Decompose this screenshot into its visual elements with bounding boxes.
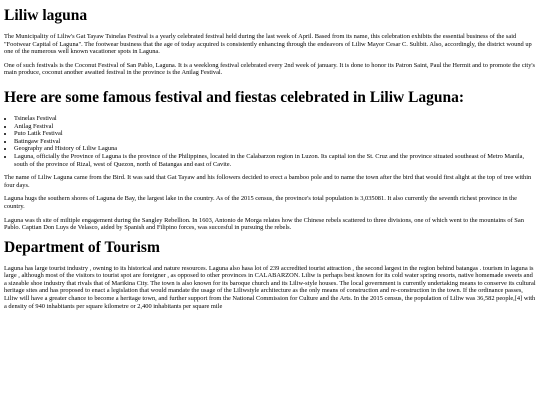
history-paragraph: Laguna hugs the southern shores of Laguna de Bay, the largest lake in the country. As of the 2015 census, the province's total population is 3,035081. It also currently the seventh richest province in the country. bbox=[4, 195, 517, 210]
list-item: • Tsinelas Festival bbox=[14, 115, 536, 123]
tourism-paragraph: Laguna has large tourist industry , owning to its historical and nature resources. Laguna also hasa lot of 239 accredited tourist attraction , the second largest in the region behind batangas . tourism in laguna is large , although most of the visitors to tourist spot are foreigner , as opposed to other provinces in CALABARZON. Liliw is perhaps best known for its cold water spring resorts, native homemade sweets and a sizeable shoe industry that rivals that of Marikina City. The town is also known for its baroque church and its Liliw-style houses. The local government is currently undertaking means to conserve its cultural heritage sites and has proposed to enact a legislation that would mandate the usage of the Liliwstyle architecture as the only means of construction and re-construction in the town. If the ordinance passes, Liliw will have a greater chance to become a heritage town, and further support from the National Commission for Culture and the Arts. In the 2015 census, the population of Liliw was 36,582 people,[4] with a density of 940 inhabitants per square kilometre or 2,400 inhabitants per square mile bbox=[4, 264, 536, 310]
festivals-heading: Here are some famous festival and fiestas celebrated in Liliw Laguna: bbox=[4, 88, 465, 106]
page-title: Liliw laguna bbox=[4, 7, 88, 24]
list-item: • Batingaw Festival bbox=[14, 138, 536, 146]
festival-list bbox=[4, 115, 536, 168]
tourism-heading: Department of Tourism bbox=[4, 238, 160, 256]
history-paragraph: Laguna was th site of miltiple engagement during the Sangley Rebellion. In 1603, Antonio de Morga relates how the Chinese rebels scattered to three divisions, one of which went to the mountains of San Pablo. Captian Don Luys de Velasco, aided by Spanish and Filipino forces, was succesful in pursuing the rebels. bbox=[4, 216, 524, 232]
list-item: • Geography and History of Liliw Laguna bbox=[14, 145, 536, 153]
intro-paragraph: The Municipality of Liliw's Gat Tayaw Tsinelas Festival is a yearly celebrated festival held during the last week of April. Based from its name, this celebration exhibits the essential business of the said "Footwear Capital of Laguna". The footwear business that the age of today acquired is consistently enhancing through the endeavors of Liliw Mayor Cesar C. Sulibit. Also, accordingly, the district wound up one of the numerous well known vacationer spots in Laguna. bbox=[4, 33, 532, 56]
intro-paragraph: One of such festivals is the Coconut Festival of San Pablo, Laguna. It is a weeklong festival celebrated every 2nd week of january. It is done to honor its Patron Saint, Paul the Hermit and to promote the city's main produce, coconut another awaited festival in the province is the Anilag Festival. bbox=[4, 61, 536, 77]
list-item: • Laguna, officially the Province of Laguna is the province of the Philippines, located in the Calabarzon region in Luzon. Its capital ion the St. Cruz and the province situated southeast of Metro Manila, south of the province of Rizal, west of Quezon, north of Batangas and east of Cavite. bbox=[14, 153, 536, 168]
list-item: • Puto Latik Festival bbox=[14, 130, 536, 138]
history-paragraph: The name of Liliw Laguna came from the Bird. It was said that Gat Tayaw and his followers decided to erect a bamboo pole and to name the town after the bird that would first alight at the top of tree within four days. bbox=[4, 174, 532, 189]
list-item: • Anilag Festival bbox=[14, 123, 536, 131]
